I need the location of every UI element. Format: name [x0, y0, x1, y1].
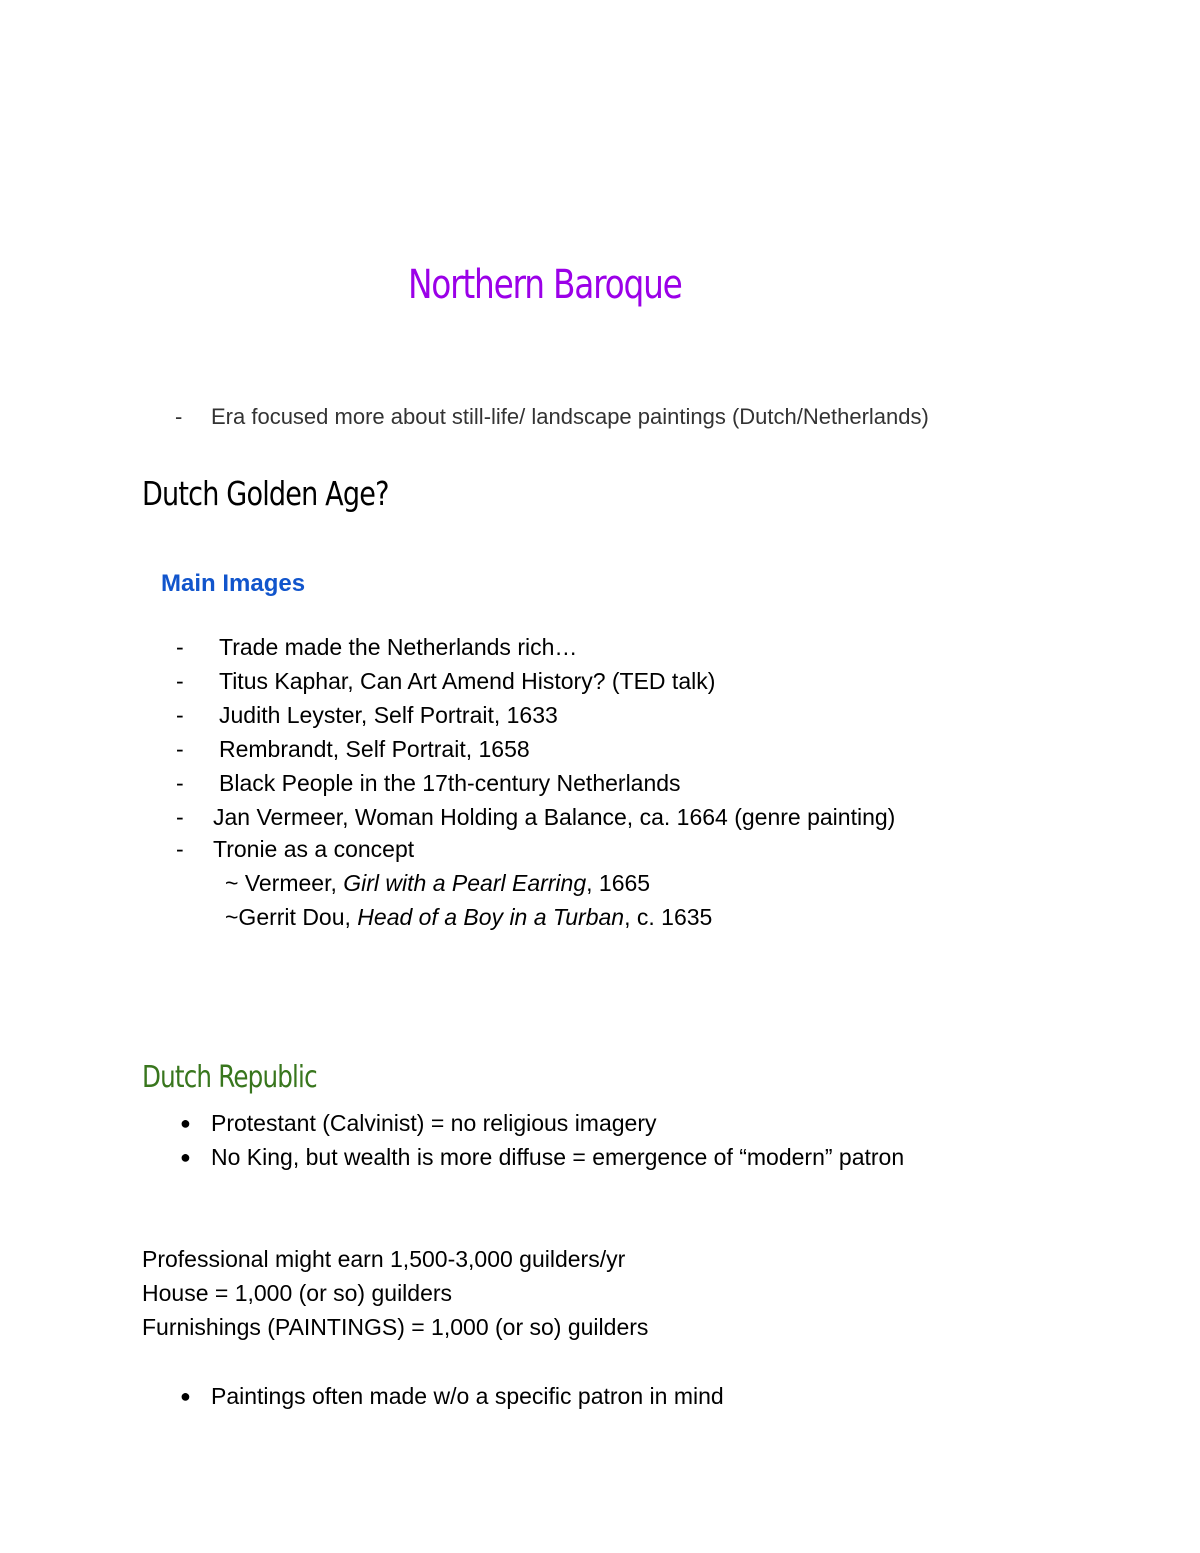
list-dash: -	[176, 770, 184, 796]
main-images-heading: Main Images	[161, 570, 306, 597]
bullet-icon: ●	[180, 1386, 191, 1406]
artwork-title: Girl with a Pearl Earring	[343, 870, 587, 896]
list-dash: -	[176, 804, 184, 830]
page-title: Northern Baroque	[408, 262, 682, 308]
list-item: Titus Kaphar, Can Art Amend History? (TED talk)	[219, 668, 716, 694]
list-dash: -	[176, 736, 184, 762]
bullet-item: Paintings often made w/o a specific patron in mind	[211, 1383, 724, 1409]
bullet-item: No King, but wealth is more diffuse = emergence of “modern” patron	[211, 1144, 905, 1170]
list-dash: -	[176, 634, 184, 660]
bullet-icon: ●	[180, 1113, 191, 1133]
list-dash: -	[176, 668, 184, 694]
golden-age-heading: Dutch Golden Age?	[142, 474, 389, 513]
tronie-example-prefix: ~Gerrit Dou,	[225, 904, 358, 930]
list-item: Rembrandt, Self Portrait, 1658	[219, 736, 530, 762]
tronie-example	[225, 904, 712, 931]
list-item: Jan Vermeer, Woman Holding a Balance, ca. 1664 (genre painting)	[213, 804, 896, 830]
intro-text: Era focused more about still-life/ landscape paintings (Dutch/Netherlands)	[211, 404, 929, 429]
intro-dash: -	[175, 404, 183, 429]
tronie-example-suffix: , 1665	[586, 870, 651, 896]
bullet-icon: ●	[180, 1147, 191, 1167]
dutch-republic-heading: Dutch Republic	[142, 1060, 317, 1095]
tronie-example-suffix: , c. 1635	[624, 904, 713, 930]
economics-line: Furnishings (PAINTINGS) = 1,000 (or so) guilders	[142, 1314, 649, 1340]
tronie-example-prefix: ~ Vermeer,	[225, 870, 344, 896]
artwork-title: Head of a Boy in a Turban	[357, 904, 625, 930]
list-dash: -	[176, 702, 184, 728]
economics-line: Professional might earn 1,500-3,000 guilders/yr	[142, 1246, 626, 1272]
economics-line: House = 1,000 (or so) guilders	[142, 1280, 453, 1306]
list-item: Tronie as a concept	[213, 836, 415, 862]
tronie-example	[225, 870, 650, 897]
list-item: Trade made the Netherlands rich…	[219, 634, 578, 660]
list-dash: -	[176, 836, 184, 862]
list-item: Judith Leyster, Self Portrait, 1633	[219, 702, 558, 728]
list-item: Black People in the 17th-century Netherlands	[219, 770, 681, 796]
bullet-item: Protestant (Calvinist) = no religious imagery	[211, 1110, 657, 1136]
